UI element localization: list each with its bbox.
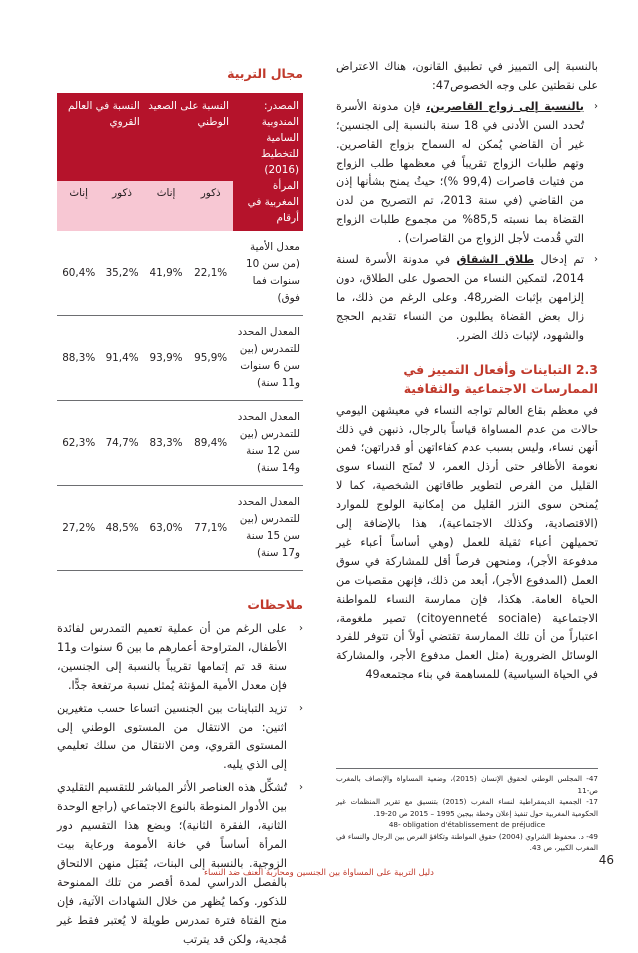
table-subheader: إناث (144, 181, 189, 231)
section-paragraph: في معظم بقاع العالم تواجه النساء في معيشهن اليومي حالات من عدم المساواة قياساً بالرجال، ذنبهن في ذلك أنهن نساء، وليس بسبب عدم كفاءاتهن أو قدراتهن؛ فمن نعومة الأظافر حتى أرذل العمر، لا تُمنَح النساء سوى القليل من الفرص لتطوير طاقاتهن الشخصية، كما لا يُمنحن سوى النزر القليل من إمكانية الولوج للموارد (الاقتصادية، وكذلك الاجتماعية)، هذا بالإضافة إلى تحميلهن أعباء ثقيلة للعمل (وهي أساساً أعباء غير مدفوعة الأجر)، ومنحهن فرصاً أقل للمشاركة في سوق العمل (المدفوع الأجر)، أبعد من ذلك، فإنهن مقصيات من الحياة العامة. هكذا، فإن ممارسة النساء للمواطنة الاجتماعية (citoyenneté sociale) تصير ملغومة، اعتباراً من أن تلك الممارسة تقتضي أولاً أن تتوفر للفرد الوسائل الضرورية (مثل العمل مدفوع الأجر، والمشاركة في الحياة السياسية) للمساهمة في بناء مجتمعه49 (336, 403, 598, 682)
note-item (57, 700, 303, 776)
row-label: المعدل المحدد للتمدرس (بين سن 6 سنوات و11 سنة) (233, 316, 303, 401)
page-number: 46 (598, 853, 614, 867)
table-cell: 93,9% (144, 316, 189, 401)
note-text: تُشكِّل هذه العناصر الأثر المباشر للتقسيم التقليدي بين الأدوار المنوطة بالنوع الاجتماعي (راجع الوحدة الثانية، الفقرة الثانية)؛ وبضع هذا التقسيم دور المرأة أساساً في خانة الأمومة ورعاية بيت الزوجية. بالنسبة إلى البنات، يُقبَل منهن الالتحاق بالفصل الدراسي لمدة أقصر من تلك الممنوحة للذكور. وكما يُظهر من خلال الشهادات الآتية، فإن منح الفتاة فترة تمدرس طويلة لا يُعتبر فقط غير مُجدية، ولكن قد يترتب (57, 781, 287, 946)
note-item (57, 620, 303, 696)
table-cell: 48,5% (100, 486, 143, 571)
row-label: معدل الأمية (من سن 10 سنوات فما فوق) (233, 231, 303, 316)
table-cell: 41,9% (144, 231, 189, 316)
table-subheader: ذكور (188, 181, 233, 231)
note-text: على الرغم من أن عملية تعميم التمدرس لفائدة الأطفال، المتراوحة أعمارهم ما بين 6 سنوات و11 سنة قد تم إتمامها تقريباً بالنسبة إلى الجنسين، فإن معدل الأمية المؤنثة يُمثل نسبة مرتفعة جدًّا. (57, 622, 287, 692)
table-row (57, 486, 303, 571)
row-label: المعدل المحدد للتمدرس (بين سن 15 سنة و17 سنة) (233, 486, 303, 571)
table-row (57, 231, 303, 316)
bullet-minor-marriage-heading: بالنسبة إلى زواج القاصرين، (426, 99, 584, 113)
table-cell: 77,1% (188, 486, 233, 571)
notes-heading: ملاحظات (247, 597, 303, 612)
table-subheader: إناث (57, 181, 100, 231)
note-item (57, 779, 303, 949)
footnote-48: 48- obligation d'établissement de préjudice (388, 820, 546, 829)
chevron-left-icon: ‹ (299, 782, 303, 794)
right-column (336, 58, 598, 685)
left-column (57, 66, 303, 953)
table-cell: 35,2% (100, 231, 143, 316)
bullet-minor-marriage (336, 98, 598, 249)
chevron-left-icon: ‹ (594, 100, 598, 112)
table-cell: 89,4% (188, 401, 233, 486)
table-cell: 22,1% (188, 231, 233, 316)
field-heading: مجال التربية (227, 66, 303, 81)
table-cell: 63,0% (144, 486, 189, 571)
table-header-national: النسبة على الصعيد الوطني (144, 93, 233, 181)
footnote-47: 47- المجلس الوطني لحقوق الإنسان (2015)، وضعية المساواة والإنصاف بالمغرب ص-11 (336, 774, 598, 795)
table-cell: 88,3% (57, 316, 100, 401)
legal-bullets (336, 98, 598, 346)
table-cell: 95,9% (188, 316, 233, 401)
section-heading: 2.3 التباينات وأفعال التمييز في الممارسات الاجتماعية والثقافية (403, 361, 598, 396)
chevron-left-icon: ‹ (299, 623, 303, 634)
table-cell: 62,3% (57, 401, 100, 486)
bullet-discord-divorce (336, 251, 598, 346)
education-stats-table (57, 93, 303, 571)
footer-title: دليل التربية على المساواة بين الجنسين ومحاربة العنف ضد النساء (204, 868, 434, 878)
table-header-rural: النسبة في العالم القروي (57, 93, 144, 181)
table-row (57, 401, 303, 486)
chevron-left-icon: ‹ (299, 702, 303, 714)
notes-list (57, 620, 303, 949)
table-row (57, 316, 303, 401)
table-cell: 27,2% (57, 486, 100, 571)
table-header-source: المصدر: المندوبية السامية للتخطيط (2016) المرأة المغربية في أرقام (233, 93, 303, 231)
chevron-left-icon: ‹ (594, 254, 598, 266)
row-label: المعدل المحدد للتمدرس (بين سن 12 سنة و14 سنة) (233, 401, 303, 486)
table-subheader: ذكور (100, 181, 143, 231)
bullet-discord-divorce-heading: طلاق الشقاق (456, 253, 534, 267)
table-cell: 91,4% (100, 316, 143, 401)
note-text: تزيد التباينات بين الجنسين اتساعا حسب متغيرين اثنين: من الانتقال من المستوى الوطني إلى المستوى القروي، ومن الانتقال من سلك تعليمي إلى الذي يليه. (57, 701, 287, 772)
footnotes (336, 768, 598, 854)
bullet-minor-marriage-text: فإن مدونة الأسرة تُحدد السن الأدنى في 18 سنة بالنسبة إلى الجنسين؛ غير أن القاضي يُمكن له السماح بزواج القاصرين. وتهم طلبات الزواج تقريباً في معظمها طلب الزواج من فتيات قاصرات (99,4 %)؛ حيثُ يمنح بشأنها إذن من القاضي (في سنة 2013، تم التصريح من لدن القضاة بما نسبته 85,5% من مجموع طلبات الزواج التي قُدمت لأجل الزواج من القاصرات) . (336, 99, 585, 246)
footnote-49: 49- د. محفوظ الشراوي (2004) حقوق المواطنة وتكافؤ الفرص بين الرجال والنساء في المغرب الكبير، ص 43. (336, 831, 598, 852)
intro-paragraph: بالنسبة إلى التمييز في تطبيق القانون، هناك الاعتراض على نقطتين على وجه الخصوص47: (336, 60, 598, 92)
bullet-discord-divorce-prefix: تم إدخال (540, 253, 584, 267)
table-cell: 60,4% (57, 231, 100, 316)
table-cell: 74,7% (100, 401, 143, 486)
table-cell: 83,3% (144, 401, 189, 486)
footnote-17: 17- الجمعية الديمقراطية لنساء المغرب (2015) بتنسيق مع تقرير المنظمات غير الحكومية المغربية حول تنفيذ إعلان وخطة بيجين 1995 – 2015 ص 20-19. (336, 797, 598, 818)
bullet-discord-divorce-text: في مدونة الأسرة لسنة 2014، لتمكين النساء من الحصول على الطلاق، دون إلزامهن بإثبات الضرر48. وعلى الرغم من ذلك، ما زال بعض القضاة يطلبون من النساء تقديم الحجج والشهود، لإثبات ذلك الضرر. (336, 253, 584, 342)
